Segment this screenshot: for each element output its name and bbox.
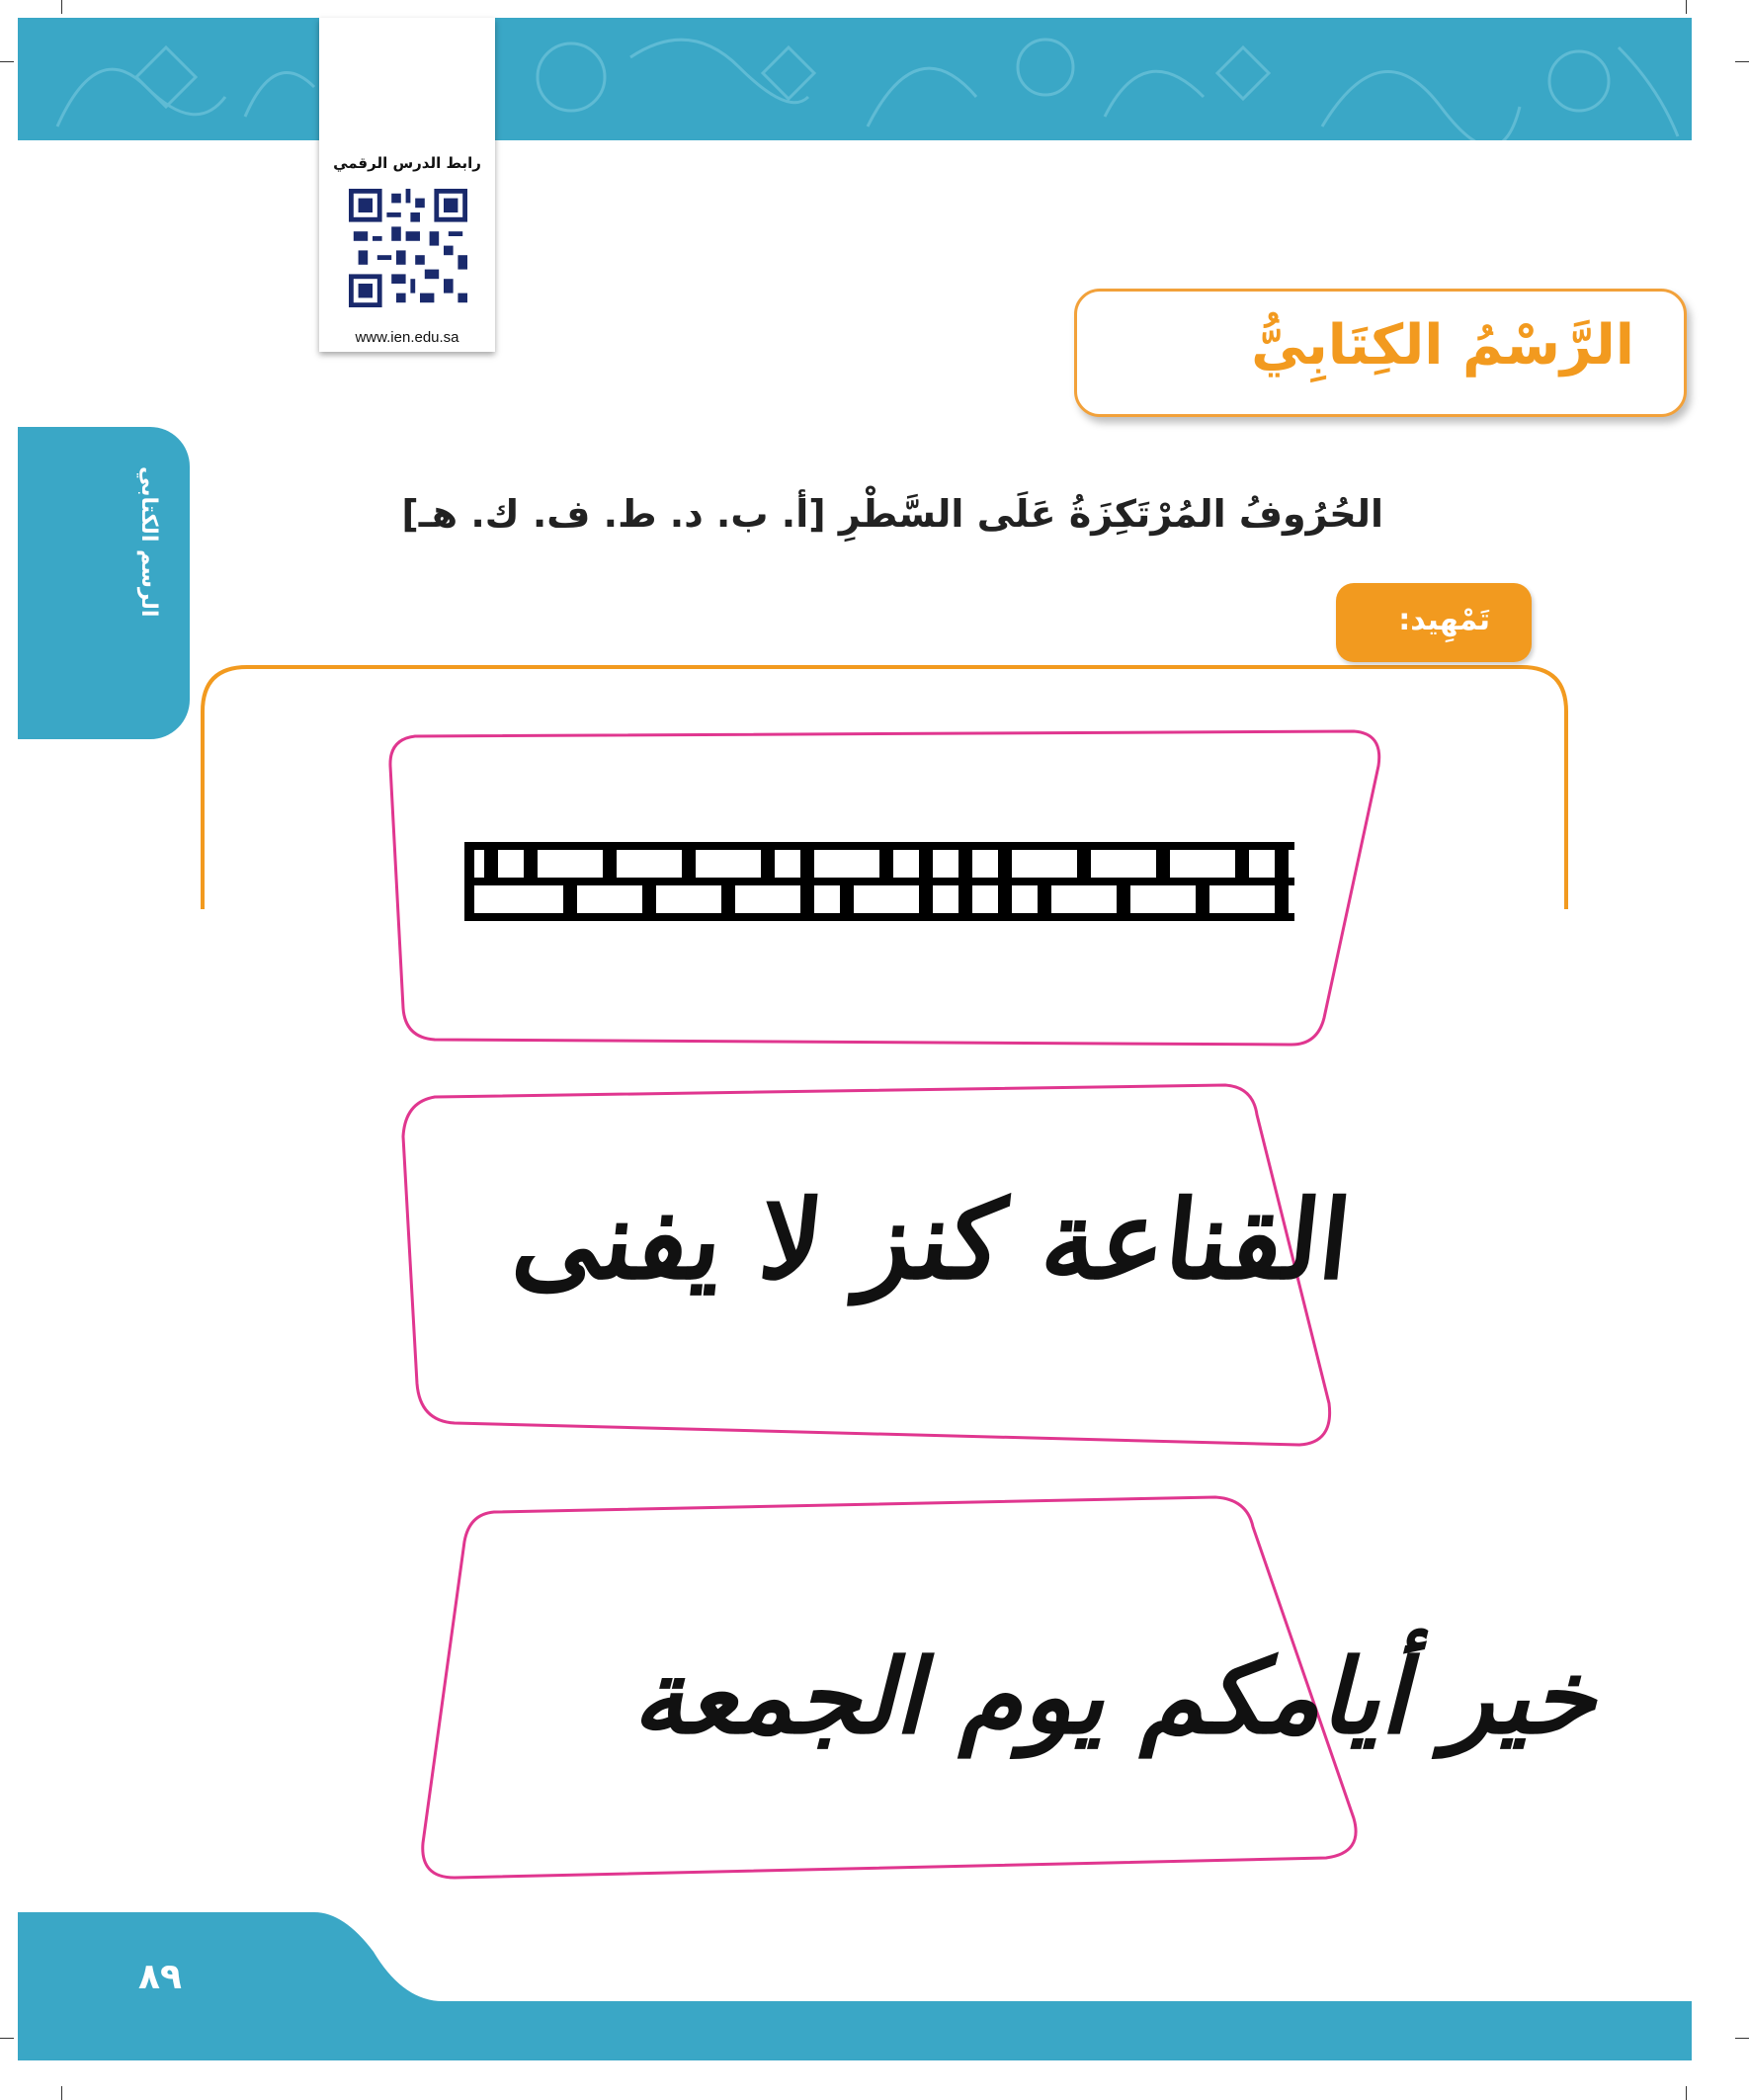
page-number: ٨٩ bbox=[138, 1957, 182, 1997]
thuluth-calligraphy: القناعة كنز لا يفنى bbox=[507, 1176, 1357, 1303]
diwani-calligraphy: خير أيامكم يوم الجمعة bbox=[632, 1636, 1596, 1757]
qr-caption: رابط الدرس الرقمي bbox=[333, 154, 481, 172]
lesson-subtitle: الحُرُوفُ المُرْتَكِزَةُ عَلَى السَّطْرِ [أ. ب. د. ط. ف. ك. هـ] bbox=[401, 492, 1383, 536]
lesson-title: الرَّسْمُ الكِتَابِيُّ bbox=[1251, 313, 1634, 378]
intro-label-text: تَمْهِيد: bbox=[1398, 603, 1490, 637]
side-tab-label: الرسم الكتابي bbox=[136, 466, 161, 618]
footer-band bbox=[18, 1912, 1692, 2082]
qr-url[interactable]: www.ien.edu.sa bbox=[355, 329, 459, 346]
kufic-calligraphy-image bbox=[464, 842, 1294, 921]
intro-label bbox=[1336, 583, 1532, 662]
